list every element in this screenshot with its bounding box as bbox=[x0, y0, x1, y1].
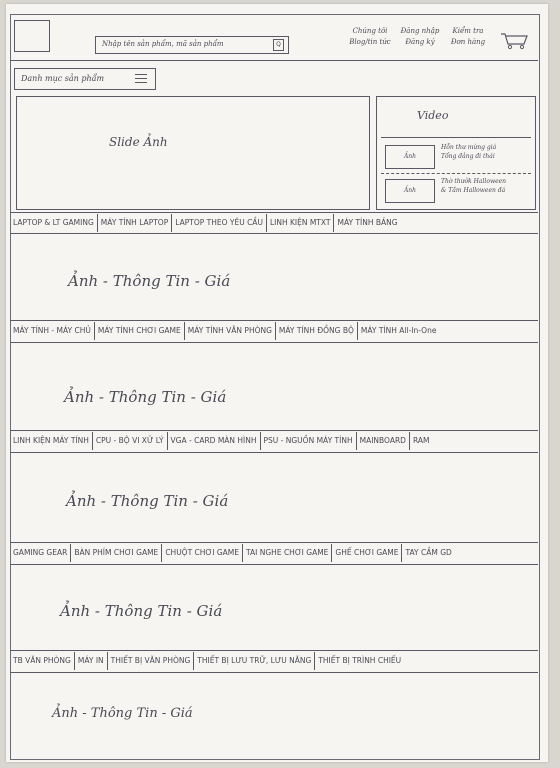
slide-label: Slide Ảnh bbox=[109, 135, 168, 149]
category-menu-label: Danh mục sản phẩm bbox=[21, 74, 105, 83]
category-tab-bar bbox=[10, 544, 538, 562]
section-divider bbox=[10, 320, 538, 321]
category-tab[interactable]: LAPTOP & LT GAMING bbox=[10, 214, 98, 232]
slide-banner[interactable] bbox=[16, 96, 370, 210]
login-link[interactable]: Đăng nhập bbox=[400, 27, 440, 35]
section-divider bbox=[10, 430, 538, 431]
category-tab[interactable]: MÁY TÍNH VĂN PHÒNG bbox=[185, 322, 276, 340]
category-tab[interactable]: MÁY TÍNH All-In-One bbox=[360, 326, 437, 335]
product-placeholder[interactable]: Ảnh - Thông Tin - Giá bbox=[68, 272, 231, 290]
category-tab[interactable]: THIẾT BỊ TRÌNH CHIẾU bbox=[318, 656, 402, 665]
category-tab[interactable]: TAI NGHE CHƠI GAME bbox=[243, 544, 332, 562]
hamburger-icon bbox=[135, 74, 147, 86]
category-tab[interactable]: GAMING GEAR bbox=[10, 544, 71, 562]
blog-link[interactable]: Blog/tin tức bbox=[349, 38, 391, 46]
product-placeholder[interactable]: Ảnh - Thông Tin - Giá bbox=[66, 492, 229, 510]
cart-icon[interactable] bbox=[500, 32, 528, 50]
category-tab[interactable]: RAM bbox=[412, 436, 430, 445]
order-check-link-line1[interactable]: Kiểm tra bbox=[452, 27, 484, 35]
category-tab[interactable]: GHẾ CHƠI GAME bbox=[332, 544, 402, 562]
category-tab[interactable]: MÁY TÍNH ĐỒNG BỘ bbox=[276, 322, 358, 340]
news-subtitle: Tổng đảng đi thái bbox=[441, 153, 495, 160]
video-label[interactable]: Video bbox=[417, 109, 449, 122]
news-item bbox=[441, 143, 496, 161]
category-tab-bar bbox=[10, 432, 538, 450]
category-menu-button[interactable] bbox=[14, 68, 156, 90]
section-divider bbox=[10, 212, 538, 213]
product-placeholder[interactable]: Ảnh - Thông Tin - Giá bbox=[60, 602, 223, 620]
register-link[interactable]: Đăng ký bbox=[405, 38, 435, 46]
news-item bbox=[441, 177, 506, 195]
news-subtitle: & Tầm Halloween đá bbox=[441, 187, 506, 194]
section-divider bbox=[10, 542, 538, 543]
logo[interactable] bbox=[14, 20, 50, 52]
section-divider bbox=[10, 342, 538, 343]
category-tab[interactable]: THIẾT BỊ VĂN PHÒNG bbox=[108, 652, 195, 670]
login-register-links[interactable] bbox=[400, 26, 440, 48]
category-tab[interactable]: PSU - NGUỒN MÁY TÍNH bbox=[261, 432, 357, 450]
section-divider bbox=[10, 672, 538, 673]
section-divider bbox=[10, 650, 538, 651]
category-tab-bar bbox=[10, 214, 538, 232]
about-blog-links[interactable] bbox=[348, 26, 392, 48]
category-tab[interactable]: LINH KIỆN MTXT bbox=[267, 214, 335, 232]
search-icon[interactable]: Q bbox=[273, 39, 284, 51]
side-panel bbox=[376, 96, 536, 210]
category-tab[interactable]: MÁY TÍNH BẢNG bbox=[337, 218, 398, 227]
section-divider bbox=[10, 564, 538, 565]
category-tab[interactable]: CHUỘT CHƠI GAME bbox=[162, 544, 243, 562]
news-thumb[interactable]: Ảnh bbox=[385, 179, 435, 203]
category-tab[interactable]: BÀN PHÍM CHƠI GAME bbox=[71, 544, 162, 562]
search-input[interactable]: Nhập tên sản phẩm, mã sản phẩm bbox=[102, 40, 224, 48]
category-tab[interactable]: LAPTOP THEO YÊU CẦU bbox=[172, 214, 267, 232]
category-tab[interactable]: TAY CẦM GD bbox=[405, 548, 452, 557]
section-divider bbox=[10, 452, 538, 453]
search-box[interactable] bbox=[95, 36, 289, 54]
product-placeholder[interactable]: Ảnh - Thông Tin - Giá bbox=[64, 388, 227, 406]
order-check-links[interactable] bbox=[448, 26, 488, 48]
category-tab[interactable]: MAINBOARD bbox=[357, 432, 410, 450]
category-tab[interactable]: LINH KIỆN MÁY TÍNH bbox=[10, 432, 93, 450]
category-tab-bar bbox=[10, 652, 538, 670]
side-divider bbox=[381, 137, 531, 138]
category-tab[interactable]: VGA - CARD MÀN HÌNH bbox=[168, 432, 261, 450]
category-tab[interactable]: TB VĂN PHÒNG bbox=[10, 652, 75, 670]
section-divider bbox=[10, 233, 538, 234]
about-link[interactable]: Chúng tôi bbox=[352, 27, 388, 35]
category-tab[interactable]: MÁY TÍNH CHƠI GAME bbox=[95, 322, 185, 340]
header-divider bbox=[10, 60, 538, 61]
category-tab[interactable]: MÁY TÍNH LAPTOP bbox=[98, 214, 172, 232]
side-divider bbox=[381, 173, 531, 174]
category-tab[interactable]: THIẾT BỊ LƯU TRỮ, LƯU NĂNG bbox=[194, 652, 315, 670]
news-title[interactable]: Thờ thưởk Halloween bbox=[441, 178, 507, 185]
category-tab-bar bbox=[10, 322, 538, 340]
category-tab[interactable]: MÁY IN bbox=[75, 652, 108, 670]
news-thumb[interactable]: Ảnh bbox=[385, 145, 435, 169]
news-title[interactable]: Hỗn thư mừng giá bbox=[441, 144, 497, 151]
product-placeholder[interactable]: Ảnh - Thông Tin - Giá bbox=[52, 706, 193, 721]
category-tab[interactable]: MÁY TÍNH - MÁY CHỦ bbox=[10, 322, 95, 340]
order-check-link-line2[interactable]: Đơn hàng bbox=[450, 38, 486, 46]
category-tab[interactable]: CPU - BỘ VI XỬ LÝ bbox=[93, 432, 168, 450]
